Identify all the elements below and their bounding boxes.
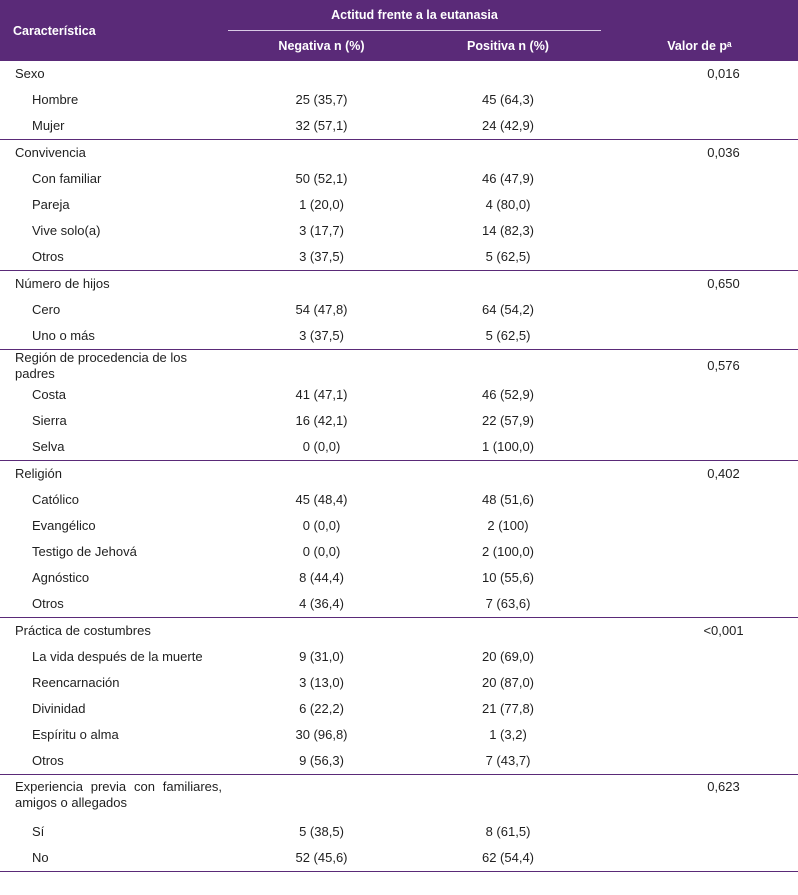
p-value xyxy=(601,644,798,670)
positiva-value: 45 (64,3) xyxy=(481,92,535,107)
row-label: No xyxy=(0,845,228,872)
negativa-value: 0 (0,0) xyxy=(302,518,341,533)
table-row xyxy=(0,845,798,872)
positiva-value: 64 (54,2) xyxy=(481,302,535,317)
positiva-value: 62 (54,4) xyxy=(415,845,601,872)
table-row xyxy=(0,565,798,591)
p-value xyxy=(601,192,798,218)
row-label: Cero xyxy=(32,302,61,317)
positiva-value xyxy=(415,618,601,645)
negativa-value: 6 (22,2) xyxy=(299,701,344,716)
category-label: Religión xyxy=(0,461,228,488)
table-row xyxy=(0,218,798,244)
table-row xyxy=(0,539,798,565)
row-label: Otros xyxy=(32,249,64,264)
row-label: Testigo de Jehová xyxy=(32,544,137,559)
row-label: Sí xyxy=(32,824,45,839)
p-value xyxy=(601,722,798,748)
p-value xyxy=(601,539,798,565)
positiva-value: 1 (3,2) xyxy=(489,727,527,742)
row-label: Pareja xyxy=(32,197,70,212)
row-label: Otros xyxy=(32,753,64,768)
p-value xyxy=(601,513,798,539)
positiva-value xyxy=(415,61,601,87)
positiva-value: 10 (55,6) xyxy=(481,570,535,585)
p-value xyxy=(601,565,798,591)
positiva-value: 21 (77,8) xyxy=(481,701,535,716)
table-row xyxy=(0,487,798,513)
row-label: Evangélico xyxy=(32,518,96,533)
row-label: Otros xyxy=(32,596,64,611)
row-label: Divinidad xyxy=(32,701,86,716)
category-row xyxy=(0,775,798,820)
positiva-value xyxy=(415,461,601,488)
positiva-value xyxy=(415,350,601,383)
negativa-value: 50 (52,1) xyxy=(295,171,348,186)
table-row xyxy=(0,192,798,218)
positiva-value: 20 (87,0) xyxy=(481,675,535,690)
negativa-value xyxy=(228,461,415,488)
table-row xyxy=(0,166,798,192)
positiva-value: 46 (47,9) xyxy=(481,171,535,186)
negativa-value: 25 (35,7) xyxy=(295,92,348,107)
table-row xyxy=(0,748,798,775)
positiva-value: 4 (80,0) xyxy=(485,197,531,212)
table-row xyxy=(0,408,798,434)
p-value xyxy=(601,845,798,872)
negativa-value: 4 (36,4) xyxy=(299,596,344,611)
table-row xyxy=(0,696,798,722)
p-value: 0,576 xyxy=(601,350,798,383)
category-row xyxy=(0,61,798,87)
p-value xyxy=(601,748,798,775)
negativa-value: 3 (37,5) xyxy=(299,249,344,264)
p-value xyxy=(601,819,798,845)
negativa-value: 52 (45,6) xyxy=(228,845,415,872)
row-label: Sierra xyxy=(32,413,67,428)
positiva-value: 7 (63,6) xyxy=(485,596,531,611)
negativa-value: 9 (56,3) xyxy=(299,753,344,768)
row-label: Católico xyxy=(32,492,79,507)
p-value: 0,016 xyxy=(707,66,740,81)
table-row xyxy=(0,87,798,113)
negativa-value: 1 (20,0) xyxy=(299,197,344,212)
positiva-value: 5 (62,5) xyxy=(485,249,531,264)
negativa-value xyxy=(228,350,415,383)
p-value xyxy=(601,382,798,408)
positiva-value: 5 (62,5) xyxy=(485,328,531,343)
p-value xyxy=(601,87,798,113)
positiva-value: 46 (52,9) xyxy=(481,387,535,402)
positiva-value: 14 (82,3) xyxy=(481,223,535,238)
p-value xyxy=(601,487,798,513)
p-value: <0,001 xyxy=(601,618,798,645)
table-body xyxy=(0,61,798,872)
row-label: Costa xyxy=(32,387,66,402)
table-row xyxy=(0,382,798,408)
negativa-value xyxy=(228,61,415,87)
p-value xyxy=(601,408,798,434)
row-label: La vida después de la muerte xyxy=(32,649,203,664)
row-label: Reencarnación xyxy=(32,675,120,690)
p-value xyxy=(601,670,798,696)
positiva-value: 48 (51,6) xyxy=(481,492,535,507)
negativa-value xyxy=(228,618,415,645)
category-row xyxy=(0,618,798,645)
positiva-value: 1 (100,0) xyxy=(481,439,535,454)
category-row xyxy=(0,140,798,167)
negativa-value: 16 (42,1) xyxy=(295,413,348,428)
negativa-value: 45 (48,4) xyxy=(295,492,348,507)
negativa-value: 0 (0,0) xyxy=(302,439,341,454)
header-positiva: Positiva n (%) xyxy=(415,31,601,62)
negativa-value xyxy=(228,140,415,167)
table-row xyxy=(0,297,798,323)
positiva-value xyxy=(415,271,601,298)
category-label: Número de hijos xyxy=(0,271,228,298)
header-caracteristica: Característica xyxy=(0,0,228,61)
table-row xyxy=(0,244,798,271)
p-value: 0,650 xyxy=(601,271,798,298)
negativa-value: 9 (31,0) xyxy=(299,649,344,664)
row-label: Selva xyxy=(32,439,65,454)
p-value xyxy=(601,323,798,350)
row-label: Agnóstico xyxy=(32,570,90,585)
p-value xyxy=(601,244,798,271)
p-value xyxy=(601,113,798,140)
table-row xyxy=(0,670,798,696)
row-label: Con familiar xyxy=(32,171,102,186)
positiva-value: 20 (69,0) xyxy=(481,649,535,664)
negativa-value: 3 (17,7) xyxy=(299,223,344,238)
positiva-value: 8 (61,5) xyxy=(485,824,531,839)
table-row xyxy=(0,722,798,748)
negativa-value: 3 (13,0) xyxy=(299,675,344,690)
table-row xyxy=(0,434,798,461)
category-label: Práctica de costumbres xyxy=(0,618,228,645)
table-row xyxy=(0,644,798,670)
negativa-value: 41 (47,1) xyxy=(295,387,348,402)
row-label: Espíritu o alma xyxy=(32,727,119,742)
table-row xyxy=(0,513,798,539)
negativa-value: 54 (47,8) xyxy=(295,302,348,317)
negativa-value: 5 (38,5) xyxy=(299,824,344,839)
category-label: Convivencia xyxy=(0,140,228,167)
header-valor-p: Valor de pᵃ xyxy=(601,31,798,62)
positiva-value: 2 (100) xyxy=(487,518,529,533)
row-label: Vive solo(a) xyxy=(32,223,101,238)
positiva-value: 7 (43,7) xyxy=(485,753,531,768)
table-row xyxy=(0,323,798,350)
positiva-value: 22 (57,9) xyxy=(481,413,535,428)
p-value xyxy=(601,434,798,461)
p-value: 0,402 xyxy=(601,461,798,488)
negativa-value xyxy=(228,775,415,820)
negativa-value: 3 (37,5) xyxy=(299,328,344,343)
negativa-value: 32 (57,1) xyxy=(295,118,348,133)
header-actitud-group: Actitud frente a la eutanasia xyxy=(228,0,601,31)
p-value xyxy=(601,591,798,618)
category-label: Sexo xyxy=(15,66,45,81)
p-value xyxy=(601,297,798,323)
p-value: 0,623 xyxy=(601,775,798,820)
p-value: 0,036 xyxy=(601,140,798,167)
row-label: Hombre xyxy=(32,92,79,107)
row-label: Mujer xyxy=(32,118,65,133)
p-value xyxy=(601,166,798,192)
row-label: Uno o más xyxy=(32,328,95,343)
negativa-value xyxy=(228,271,415,298)
category-row xyxy=(0,350,798,383)
p-value xyxy=(601,218,798,244)
category-row xyxy=(0,271,798,298)
positiva-value: 24 (42,9) xyxy=(481,118,535,133)
table-row xyxy=(0,819,798,845)
positiva-value: 2 (100,0) xyxy=(481,544,535,559)
table-row xyxy=(0,113,798,140)
category-row xyxy=(0,461,798,488)
negativa-value: 30 (96,8) xyxy=(295,727,348,742)
table-header xyxy=(0,0,798,61)
category-label: Región de procedencia de los padres xyxy=(0,350,228,383)
header-empty-cell xyxy=(601,0,798,31)
category-label: Experiencia previa con familiares, amigos o allegados xyxy=(0,775,228,820)
negativa-value: 8 (44,4) xyxy=(299,570,344,585)
p-value xyxy=(601,696,798,722)
positiva-value xyxy=(415,775,601,820)
table-row xyxy=(0,591,798,618)
header-negativa: Negativa n (%) xyxy=(228,31,415,62)
negativa-value: 0 (0,0) xyxy=(302,544,341,559)
positiva-value xyxy=(415,140,601,167)
